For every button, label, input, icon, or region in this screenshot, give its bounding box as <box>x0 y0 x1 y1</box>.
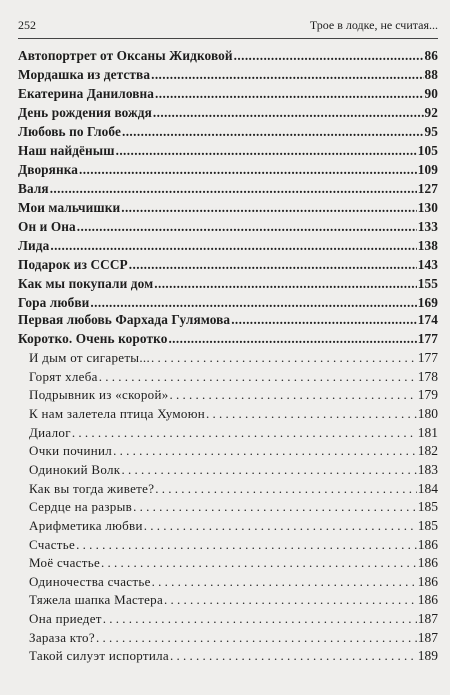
toc-entry <box>18 181 438 197</box>
entry-title: Счастье <box>29 536 76 552</box>
entry-page-number: 90 <box>424 86 438 101</box>
entry-title: Моё счастье <box>29 555 101 571</box>
entry-page-number: 130 <box>417 200 438 215</box>
dot-leader <box>168 331 416 347</box>
toc-entry <box>18 67 438 83</box>
toc-subentry <box>18 462 438 478</box>
toc-subentry <box>18 499 438 515</box>
entry-title: Такой силуэт испортила <box>29 648 169 664</box>
entry-title: Гора любви <box>18 295 90 310</box>
entry-page-number: 189 <box>417 648 438 664</box>
toc-entry <box>18 257 438 273</box>
entry-title: Сердце на разрыв <box>29 499 133 515</box>
entry-page-number: 143 <box>417 257 438 272</box>
toc-entry <box>18 105 438 121</box>
entry-page-number: 138 <box>417 238 438 253</box>
entry-page-number: 182 <box>417 443 438 459</box>
entry-page-number: 185 <box>417 517 438 533</box>
dot-leader <box>122 124 424 140</box>
toc-subentry <box>18 648 438 664</box>
entry-page-number: 179 <box>417 387 438 403</box>
entry-title: И дым от сигареты... <box>29 350 150 365</box>
entry-page-number: 95 <box>424 124 438 139</box>
dot-leader <box>90 295 416 311</box>
entry-title: Одинокий Волк <box>29 461 121 477</box>
entry-title: День рождения вождя <box>18 105 152 120</box>
toc-subentry <box>18 406 438 422</box>
dot-leader <box>50 181 417 197</box>
dot-leader <box>121 462 416 478</box>
toc-subentry <box>18 611 438 627</box>
entry-title: Горят хлеба <box>29 368 98 384</box>
entry-page-number: 155 <box>417 276 438 291</box>
dot-leader <box>206 406 417 422</box>
toc-entry <box>18 162 438 178</box>
toc-entry <box>18 295 438 311</box>
dot-leader <box>121 200 417 216</box>
dot-leader <box>144 518 417 534</box>
toc-subentry <box>18 630 438 646</box>
toc-subentry <box>18 574 438 590</box>
entry-page-number: 187 <box>417 629 438 645</box>
toc-entry <box>18 48 438 64</box>
toc-entry <box>18 276 438 292</box>
toc-entry <box>18 312 438 328</box>
dot-leader <box>170 648 417 664</box>
toc-subentry <box>18 350 438 366</box>
entry-title: Мордашка из детства <box>18 67 151 82</box>
toc-subentry <box>18 481 438 497</box>
dot-leader <box>129 257 417 273</box>
dot-leader <box>151 350 417 366</box>
dot-leader <box>155 481 416 497</box>
entry-page-number: 181 <box>417 424 438 440</box>
dot-leader <box>113 443 417 459</box>
toc-subentry <box>18 537 438 553</box>
entry-page-number: 186 <box>417 536 438 552</box>
dot-leader <box>133 499 417 515</box>
entry-title: Валя <box>18 181 49 196</box>
dot-leader <box>77 219 417 235</box>
entry-title: Он и Она <box>18 219 76 234</box>
entry-page-number: 180 <box>417 405 438 421</box>
entry-page-number: 174 <box>417 312 438 327</box>
entry-title: Одиночества счастье <box>29 573 151 589</box>
dot-leader <box>99 369 417 385</box>
toc-subentry <box>18 387 438 403</box>
entry-title: Очки починил <box>29 443 113 459</box>
dot-leader <box>155 86 423 102</box>
toc-entry <box>18 200 438 216</box>
entry-page-number: 187 <box>417 611 438 627</box>
dot-leader <box>96 630 417 646</box>
entry-page-number: 105 <box>417 143 438 158</box>
entry-title: Екатерина Даниловна <box>18 86 155 101</box>
entry-title: Арифметика любви <box>29 517 143 533</box>
dot-leader <box>50 238 416 254</box>
entry-page-number: 185 <box>417 499 438 515</box>
toc-entry <box>18 143 438 159</box>
entry-page-number: 186 <box>417 555 438 571</box>
dot-leader <box>170 387 417 403</box>
entry-page-number: 133 <box>417 219 438 234</box>
entry-page-number: 177 <box>417 331 438 346</box>
toc-entry <box>18 219 438 235</box>
entry-page-number: 86 <box>424 48 438 63</box>
dot-leader <box>79 162 417 178</box>
toc-entry <box>18 238 438 254</box>
running-header <box>18 16 438 39</box>
toc-subentry <box>18 425 438 441</box>
toc-subentry <box>18 592 438 608</box>
dot-leader <box>152 574 417 590</box>
entry-page-number: 186 <box>417 592 438 608</box>
entry-title: Любовь по Глобе <box>18 124 121 139</box>
entry-page-number: 127 <box>417 181 438 196</box>
dot-leader <box>154 276 417 292</box>
entry-title: Как мы покупали дом <box>18 276 154 291</box>
entry-title: Тяжела шапка Мастера <box>29 592 164 608</box>
dot-leader <box>151 67 423 83</box>
entry-title: Она приедет <box>29 611 102 627</box>
toc-subentry <box>18 369 438 385</box>
toc-subentry <box>18 555 438 571</box>
entry-title: Зараза кто? <box>29 629 95 645</box>
dot-leader <box>76 537 417 553</box>
dot-leader <box>234 48 424 64</box>
dot-leader <box>101 555 417 571</box>
entry-title: Диалог <box>29 424 71 440</box>
dot-leader <box>116 143 417 159</box>
page-number: 252 <box>18 18 36 32</box>
entry-title: Подрывник из «скорой» <box>29 387 169 403</box>
entry-title: Подарок из СССР <box>18 257 128 272</box>
running-title: Трое в лодке, не считая... <box>309 18 438 32</box>
entry-title: Первая любовь Фархада Гулямова <box>18 312 231 327</box>
dot-leader <box>231 312 417 328</box>
entry-page-number: 184 <box>417 480 438 496</box>
entry-title: Дворянка <box>18 162 79 177</box>
entry-title: Автопортрет от Оксаны Жидковой <box>18 48 233 63</box>
dot-leader <box>164 592 417 608</box>
toc-entry <box>18 86 438 102</box>
entry-page-number: 92 <box>424 105 438 120</box>
entry-page-number: 186 <box>417 573 438 589</box>
entry-page-number: 88 <box>424 67 438 82</box>
dot-leader <box>153 105 424 121</box>
entry-title: Лида <box>18 238 50 253</box>
entry-title: К нам залетела птица Хумоюн <box>29 405 206 421</box>
dot-leader <box>103 611 417 627</box>
entry-page-number: 177 <box>417 350 438 365</box>
entry-title: Мои мальчишки <box>18 200 121 215</box>
entry-page-number: 169 <box>417 295 438 310</box>
entry-title: Коротко. Очень коротко <box>18 331 168 346</box>
toc-subentry <box>18 443 438 459</box>
dot-leader <box>72 425 417 441</box>
entry-page-number: 109 <box>417 162 438 177</box>
entry-title: Наш найдёныш <box>18 143 115 158</box>
entry-page-number: 183 <box>417 461 438 477</box>
entry-title: Как вы тогда живете? <box>29 480 155 496</box>
toc-subentry <box>18 518 438 534</box>
entry-page-number: 178 <box>417 368 438 384</box>
toc-entry <box>18 124 438 140</box>
toc-entry <box>18 331 438 347</box>
